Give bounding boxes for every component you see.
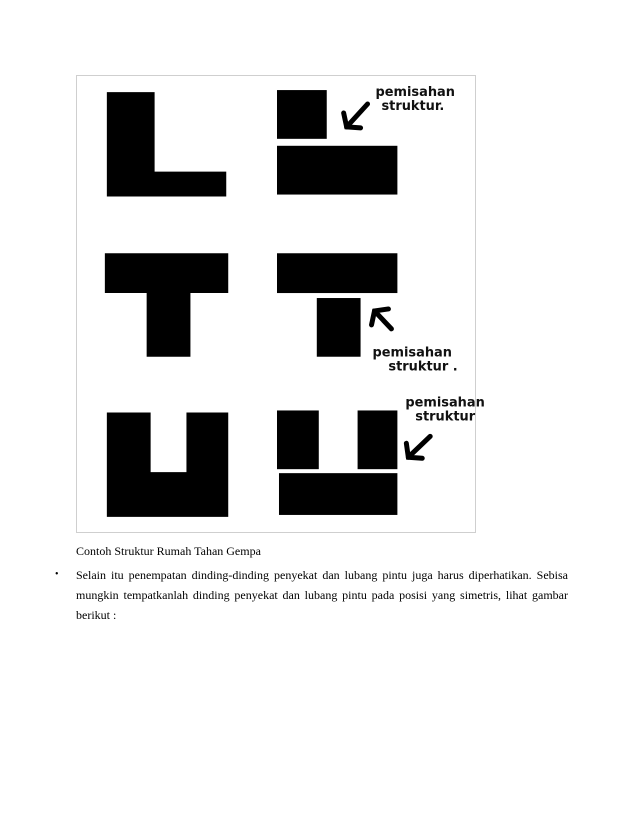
annotation-1-line1: pemisahan	[375, 85, 455, 101]
arrow-icon-3	[406, 436, 430, 458]
bullet-marker: •	[55, 569, 59, 580]
separated-u-left-block	[277, 410, 319, 469]
figure-caption: Contoh Struktur Rumah Tahan Gempa	[76, 544, 261, 558]
annotation-3-line2: struktur	[415, 409, 476, 425]
structure-example-figure	[76, 75, 485, 533]
bullet-paragraph: Selain itu penempatan dinding-dinding penyekat dan lubang pintu juga harus diperhatikan. Sebisa mungkin tempatkanlah dinding penyekat dan lubang pintu pada posisi yang simetris, lihat gambar berikut :	[76, 568, 568, 622]
separated-l-bottom-block	[277, 146, 397, 195]
annotation-2-line2: struktur .	[388, 359, 458, 375]
separated-t-bottom-block	[317, 298, 361, 357]
t-shape-building	[105, 253, 228, 356]
annotation-2-line1: pemisahan	[372, 345, 452, 361]
building-shapes-diagram	[77, 76, 485, 532]
separated-t-top-block	[277, 253, 397, 293]
annotation-3-line1: pemisahan	[405, 395, 485, 411]
separated-u-right-block	[358, 410, 398, 469]
separated-u-bottom-block	[279, 473, 397, 515]
arrow-icon-2	[372, 309, 392, 329]
arrow-icon-1	[344, 104, 368, 128]
annotation-1-line2: struktur.	[381, 98, 445, 114]
u-shape-building	[107, 412, 228, 516]
l-shape-building	[107, 92, 226, 196]
separated-l-top-block	[277, 90, 327, 139]
